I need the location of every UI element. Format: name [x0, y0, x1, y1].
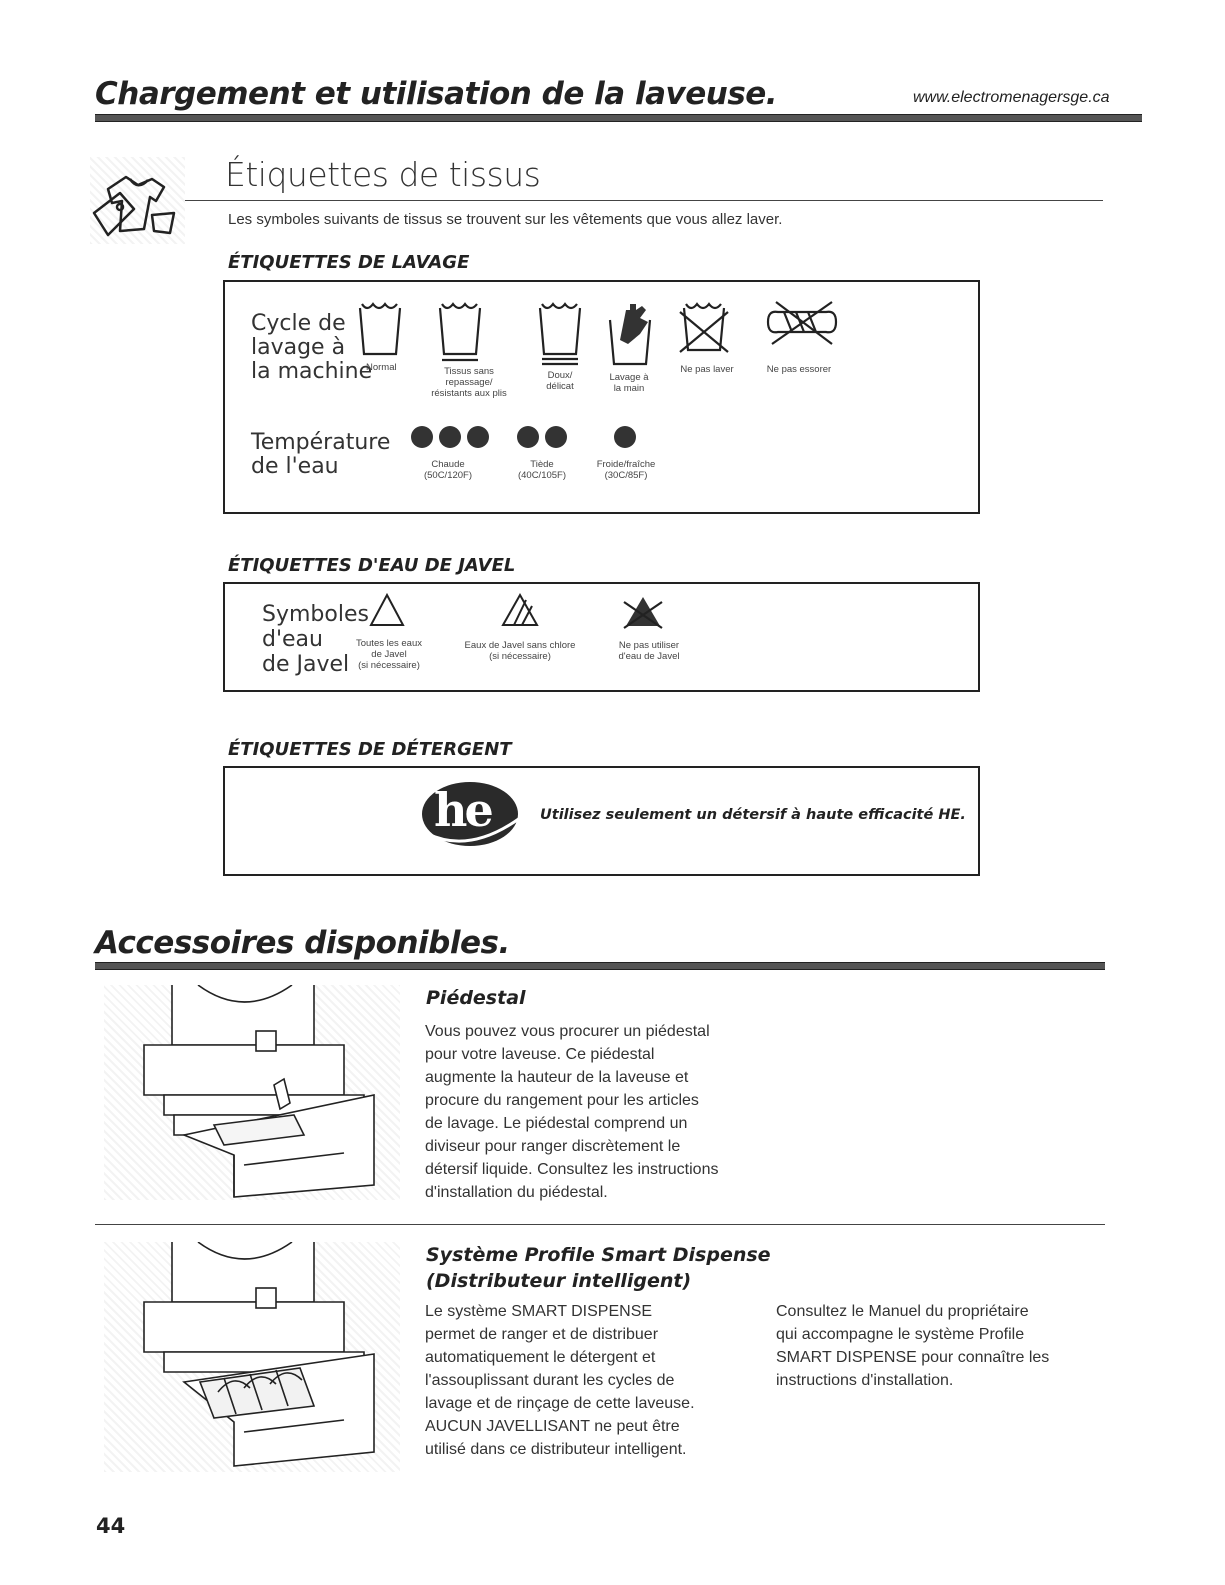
- header-rule: [95, 114, 1142, 122]
- shirt-label-icon: [90, 157, 185, 244]
- hot-caption: Chaude (50C/120F): [423, 459, 473, 481]
- hot-dots-icon: [410, 424, 490, 455]
- accessories-divider: [95, 1224, 1105, 1225]
- cold-dot-icon: [612, 424, 638, 455]
- machine-wash-label: Cycle de lavage à la machine: [251, 311, 373, 384]
- delicate-caption: Doux/ délicat: [546, 370, 574, 392]
- website-link[interactable]: www.electromenagersge.ca: [913, 89, 1110, 106]
- hand-wash-caption: Lavage à la main: [609, 372, 649, 394]
- smart-dispense-illustration: [104, 1242, 400, 1472]
- do-not-bleach-icon: [620, 592, 666, 635]
- do-not-bleach-caption: Ne pas utiliser d'eau de Javel: [618, 640, 680, 662]
- do-not-wring-icon: [762, 300, 842, 351]
- accessories-title: Accessoires disponibles.: [95, 925, 510, 961]
- bleach-symbols-label: Symboles d'eau de Javel: [262, 602, 369, 677]
- he-detergent-text: Utilisez seulement un détersif à haute efficacité HE.: [540, 807, 966, 823]
- non-chlorine-bleach-caption: Eaux de Javel sans chlore (si nécessaire): [464, 640, 576, 662]
- any-bleach-triangle-icon: [368, 592, 406, 633]
- washing-labels-heading: ÉTIQUETTES DE LAVAGE: [228, 252, 470, 273]
- do-not-wash-caption: Ne pas laver: [680, 364, 734, 375]
- wash-tub-delicate-icon: [536, 300, 584, 373]
- pedestal-description: Vous pouvez vous procurer un piédestal pour votre laveuse. Ce piédestal augmente la hauteur de la laveuse et procure du rangement pour les articles de lavage. Le piédestal comprend un diviseur pour ranger discrètement le détersif liquide. Consultez les instructions d'installation du piédestal.: [425, 1023, 719, 1201]
- warm-caption: Tiède (40C/105F): [517, 459, 567, 481]
- pedestal-heading: Piédestal: [426, 987, 526, 1009]
- permanent-press-caption: Tissus sans repassage/ résistants aux plis: [431, 366, 507, 399]
- do-not-wring-caption: Ne pas essorer: [766, 364, 832, 375]
- smart-dispense-heading: Système Profile Smart Dispense (Distributeur intelligent): [426, 1244, 771, 1292]
- non-chlorine-bleach-icon: [500, 592, 540, 633]
- wash-tub-permanent-press-icon: [436, 300, 484, 369]
- fabric-labels-intro: Les symboles suivants de tissus se trouvent sur les vêtements que vous allez laver.: [228, 211, 783, 228]
- accessories-rule: [95, 962, 1105, 970]
- wash-tub-normal-icon: [356, 300, 404, 365]
- smart-dispense-description-left: Le système SMART DISPENSE permet de ranger et de distribuer automatiquement le détergent et l'assouplissant durant les cycles de lavage et de rinçage de cette laveuse. AUCUN JAVELLISANT ne peut être utilisé dans ce distributeur intelligent.: [425, 1303, 695, 1458]
- pedestal-illustration: [104, 985, 400, 1200]
- he-logo-icon: he: [420, 778, 524, 848]
- cold-caption: Froide/fraîche (30C/85F): [596, 459, 656, 481]
- water-temperature-label: Température de l'eau: [251, 430, 391, 479]
- fabric-labels-title: Étiquettes de tissus: [225, 155, 541, 194]
- bleach-labels-heading: ÉTIQUETTES D'EAU DE JAVEL: [228, 555, 516, 576]
- detergent-labels-heading: ÉTIQUETTES DE DÉTERGENT: [228, 739, 512, 760]
- page-number: 44: [96, 1514, 126, 1538]
- page-title: Chargement et utilisation de la laveuse.: [95, 76, 778, 112]
- warm-dots-icon: [516, 424, 568, 455]
- hand-wash-icon: [606, 300, 656, 371]
- fabric-labels-rule: [185, 200, 1103, 201]
- smart-dispense-description-right: Consultez le Manuel du propriétaire qui accompagne le système Profile SMART DISPENSE pour connaître les instructions d'installation.: [776, 1303, 1050, 1389]
- normal-caption: Normal: [366, 362, 397, 373]
- any-bleach-caption: Toutes les eaux de Javel (si nécessaire): [355, 638, 422, 671]
- do-not-wash-icon: [678, 300, 730, 361]
